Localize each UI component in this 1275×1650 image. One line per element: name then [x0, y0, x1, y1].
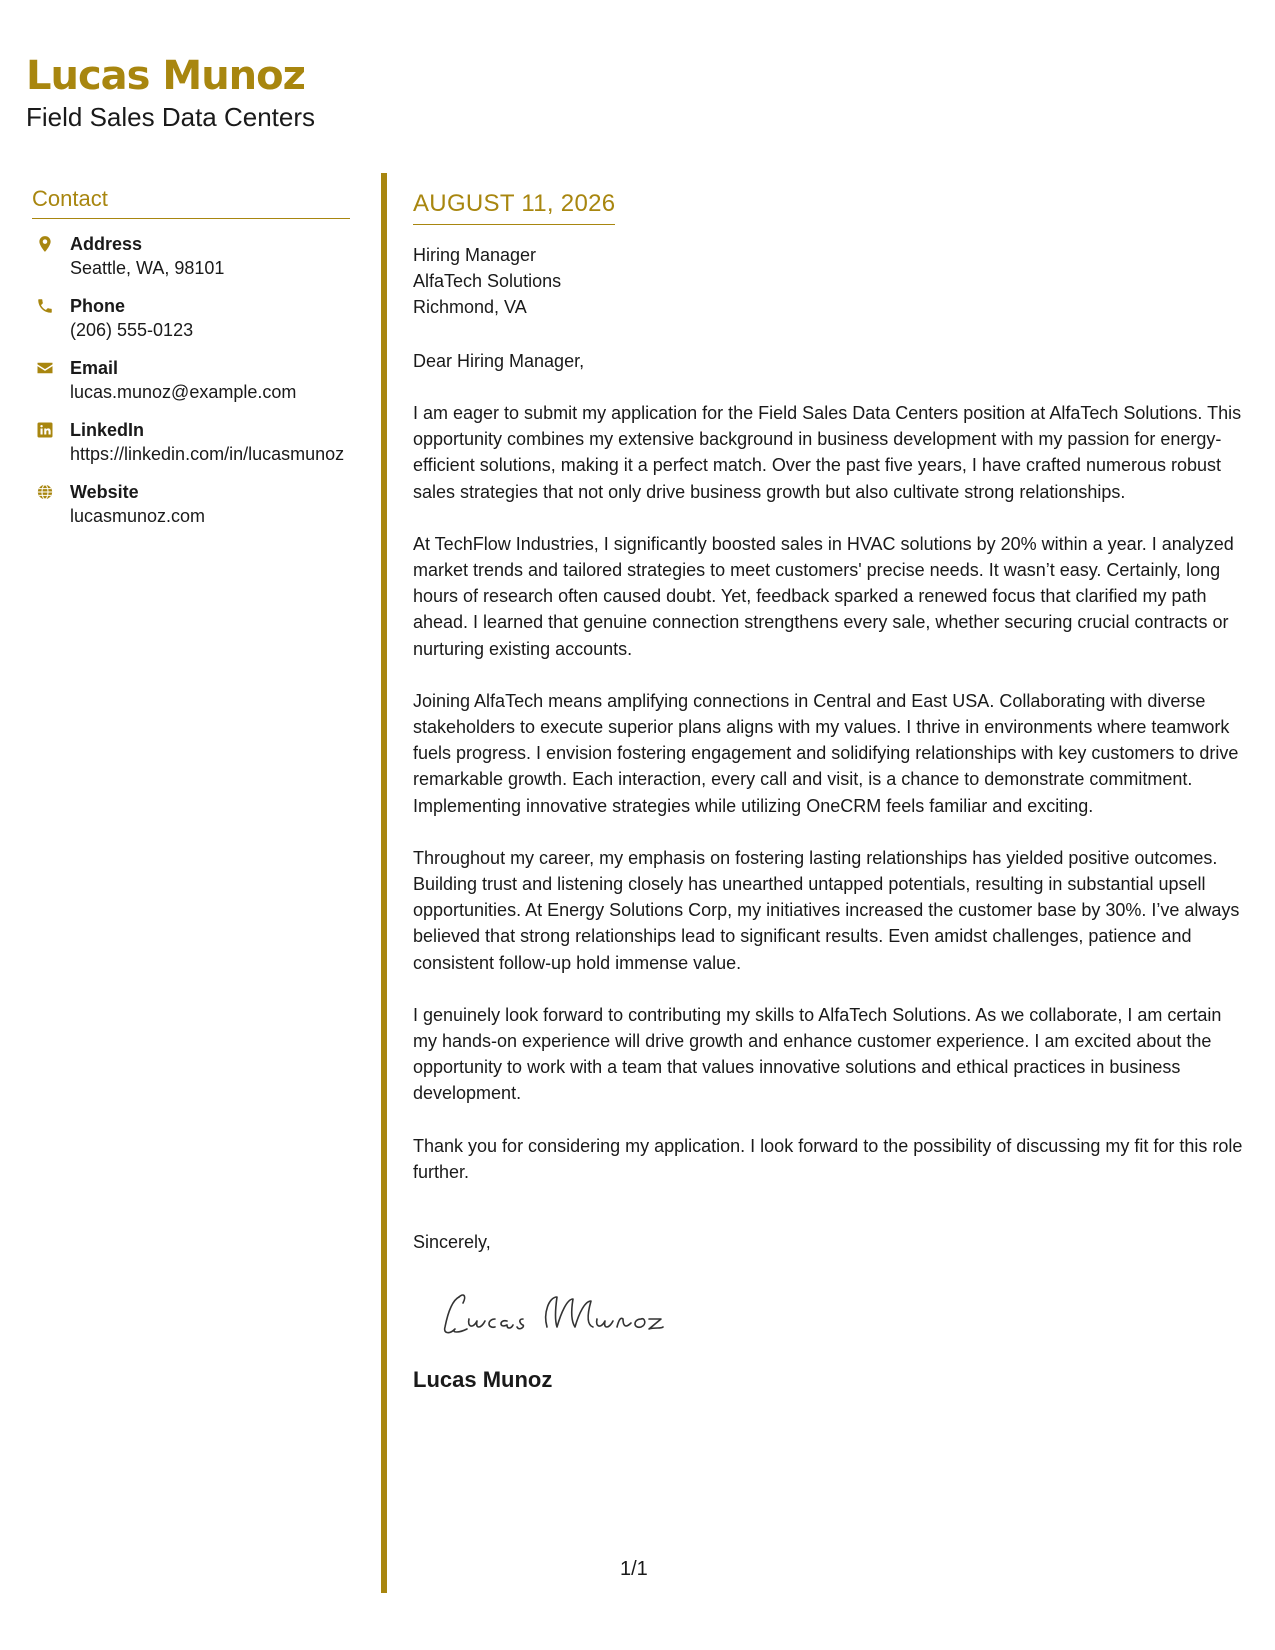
contact-value-email[interactable]: lucas.munoz@example.com — [70, 382, 297, 402]
vertical-divider — [381, 173, 387, 1593]
contact-sidebar — [32, 186, 350, 529]
closing: Sincerely, — [413, 1232, 491, 1253]
body-paragraph: Throughout my career, my emphasis on fostering lasting relationships has yielded positive outcomes. Building trust and listening closely has unearthed untapped potentials, resulting in substantial upsell opportunities. At Energy Solutions Corp, my initiatives increased the customer base by 30%. I’ve always believed that strong relationships lead to significant results. Even amidst challenges, patience and consistent follow-up hold immense value. — [413, 847, 1240, 973]
letter-body — [413, 190, 1243, 1393]
document-header — [26, 48, 315, 132]
body-paragraph: Joining AlfaTech means amplifying connections in Central and East USA. Collaborating with diverse stakeholders to execute superior plans aligns with my values. I thrive in environments where teamwork fuels progress. I envision fostering engagement and solidifying relationships with key customers to drive remarkable growth. Each interaction, every call and visit, is a chance to demonstrate commitment. Implementing innovative strategies while utilizing OneCRM feels familiar and exciting. — [413, 690, 1239, 816]
recipient-line: Richmond, VA — [413, 297, 527, 317]
contact-label: LinkedIn — [70, 420, 145, 440]
linkedin-icon — [36, 421, 54, 439]
letter-date: AUGUST 11, 2026 — [413, 190, 615, 225]
envelope-icon — [36, 359, 54, 377]
applicant-role: Field Sales Data Centers — [26, 102, 316, 132]
body-paragraph: Thank you for considering my application. I look forward to the possibility of discussing my fit for this role further. — [413, 1135, 1243, 1182]
phone-icon — [36, 297, 54, 315]
contact-item-email — [32, 356, 350, 405]
contact-label: Email — [70, 358, 119, 378]
globe-icon — [36, 483, 54, 501]
contact-label: Phone — [70, 296, 126, 316]
handwritten-signature — [437, 1283, 1243, 1343]
contact-heading: Contact — [32, 186, 350, 219]
contact-label: Website — [70, 482, 139, 502]
contact-value-phone: (206) 555-0123 — [70, 320, 194, 340]
contact-item-website — [32, 480, 350, 529]
body-paragraph: I am eager to submit my application for the Field Sales Data Centers position at AlfaTech Solutions. This opportunity combines my extensive background in business development with my passion for energy-efficient solutions, making it a perfect match. Over the past five years, I have crafted numerous robust sales strategies that not only drive business growth but also cultivate strong relationships. — [413, 403, 1242, 502]
contact-value-website[interactable]: lucasmunoz.com — [70, 506, 206, 526]
contact-value-address: Seattle, WA, 98101 — [70, 258, 225, 278]
body-paragraph: At TechFlow Industries, I significantly boosted sales in HVAC solutions by 20% within a year. I analyzed market trends and tailored strategies to meet customers' precise needs. It wasn’t easy. Certainly, long hours of research often caused doubt. Yet, feedback sparked a renewed focus that clarified my path ahead. I learned that genuine connection strengthens every sale, whether securing crucial contracts or nurturing existing accounts. — [413, 533, 1234, 659]
applicant-name: Lucas Munoz — [26, 53, 305, 99]
salutation: Dear Hiring Manager, — [413, 351, 585, 371]
contact-label: Address — [70, 234, 143, 254]
contact-value-linkedin[interactable]: https://linkedin.com/in/lucasmunoz — [70, 444, 345, 464]
signature-image — [437, 1283, 677, 1343]
signer-name: Lucas Munoz — [413, 1367, 553, 1393]
recipient-line: AlfaTech Solutions — [413, 271, 562, 291]
recipient-block — [413, 242, 1243, 320]
contact-item-phone — [32, 294, 350, 343]
body-paragraph: I genuinely look forward to contributing my skills to AlfaTech Solutions. As we collaborate, I am certain my hands-on experience will drive growth and enhance customer experience. I am excited about the opportunity to work with a team that values innovative solutions and ethical practices in business development. — [413, 1004, 1222, 1104]
contact-item-address — [32, 232, 350, 281]
page-number: 1/1 — [620, 1558, 648, 1580]
recipient-line: Hiring Manager — [413, 245, 537, 265]
contact-item-linkedin — [32, 418, 350, 467]
map-pin-icon — [36, 235, 54, 253]
